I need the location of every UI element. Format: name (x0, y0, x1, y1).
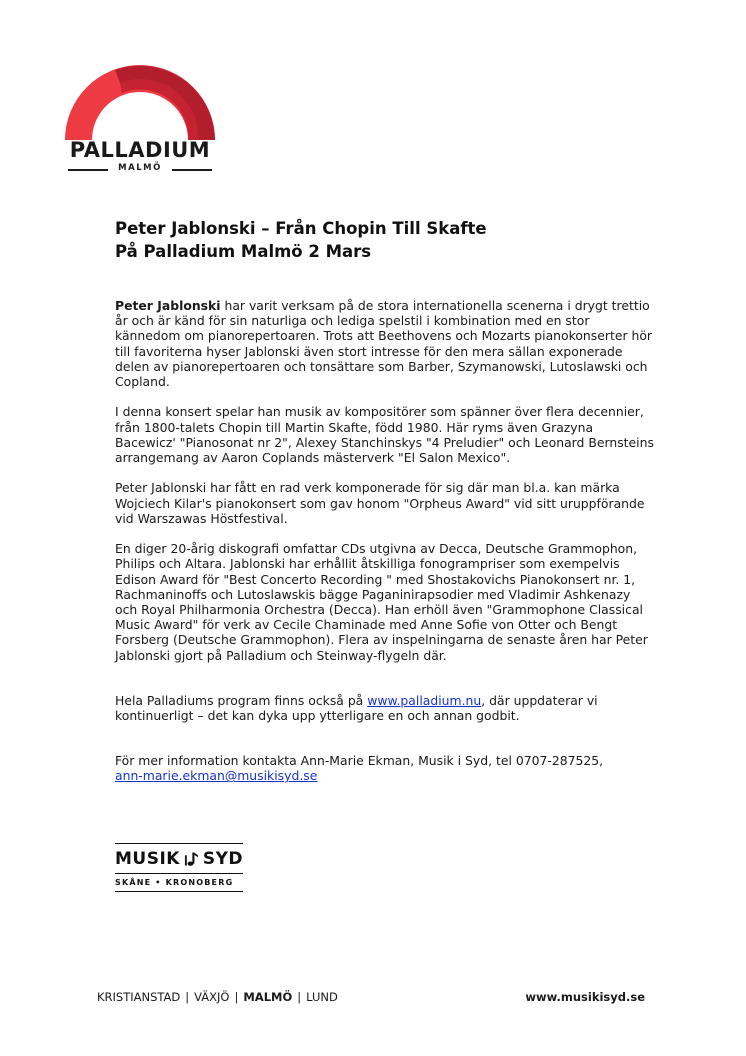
wordmark-musik: MUSIK (115, 849, 180, 869)
title-line-2: På Palladium Malmö 2 Mars (115, 242, 372, 261)
musik-i-syd-logo (115, 843, 243, 892)
city-kristianstad: KRISTIANSTAD (97, 990, 181, 1004)
divider (115, 873, 243, 874)
separator: | (185, 990, 190, 1004)
paragraph-5-text-end: , där uppdaterar vi kontinuerligt – det kan dyka upp ytterligare en och annan godbit. (115, 692, 598, 724)
paragraph-3: Peter Jablonski har fått en rad verk komponerade för sig där man bl.a. kan märka Wojciech Kilar's pianokonsert som gav honom "Orpheus Award" vid sitt uruppförande vid Warszawas Höstfestival. (115, 480, 645, 526)
divider (115, 891, 243, 892)
page-footer (97, 990, 645, 1004)
divider (115, 843, 243, 844)
music-note-icon (184, 851, 199, 867)
paragraph-5 (115, 693, 655, 723)
wordmark-syd: SYD (202, 849, 243, 869)
paragraph-4: En diger 20-årig diskografi omfattar CDs utgivna av Decca, Deutsche Grammophon, Philips och Altara. Jablonski har erhållit åtskilliga fonogrampriser som exempelvis Edison Award för "Best Concerto Recording " med Shostakovichs Pianokonsert nr. 1, Rachmaninoffs och Lutoslawskis bägge Paganinirapsodier med Vladimir Ashkenazy och Royal Philharmonia Orchestra (Decca). Han erhöll även "Grammophone Classical Music Award" för verk av Cecile Chaminade med Anne Sofie von Otter och Bengt Forsberg (Deutsche Grammophon). Flera av inspelningarna de senaste åren har Peter Jablonski gjort på Palladium och Steinway-flygeln där. (115, 541, 648, 663)
musik-i-syd-wordmark (115, 849, 243, 869)
brand-name: PALLADIUM (69, 138, 211, 162)
city-vaxjo: VÄXJÖ (194, 990, 230, 1004)
city-lund: LUND (306, 990, 338, 1004)
footer-cities (97, 990, 338, 1004)
musik-i-syd-subtitle: SKÅNE • KRONOBERG (115, 878, 234, 887)
separator: | (234, 990, 239, 1004)
contact-text: För mer information kontakta Ann-Marie Ekman, Musik i Syd, tel 0707-287525, (115, 753, 604, 769)
paragraph-2: I denna konsert spelar han musik av kompositörer som spänner över flera decennier, från 1800-talets Chopin till Martin Skafte, född 1980. Här ryms även Grazyna Bacewicz' "Pianosonat nr 2", Alexey Stanchinskys "4 Preludier" och Leonard Bernsteins arrangemang av Aaron Coplands mästerverk "El Salon Mexico". (115, 404, 654, 466)
divider (172, 169, 212, 171)
press-release-body (115, 298, 655, 799)
footer-website[interactable]: www.musikisyd.se (525, 990, 645, 1004)
paragraph-6 (115, 753, 655, 783)
title-line-1: Peter Jablonski – Från Chopin Till Skafte (115, 219, 487, 238)
page-title (115, 217, 487, 263)
logo-arc-inner (115, 66, 215, 140)
city-malmo: MALMÖ (243, 990, 293, 1004)
paragraph-1 (115, 298, 655, 389)
brand-city-row (60, 163, 220, 175)
brand-city: MALMÖ (118, 163, 162, 173)
lead-name: Peter Jablonski (115, 298, 221, 313)
paragraph-5-text: Hela Palladiums program finns också på (115, 692, 368, 708)
paragraph-1-text: har varit verksam på de stora internationella scenerna i drygt trettio år och är känd för sin naturliga och lediga spelstil i kombination med en stor kännedom om pianorepertoaren. Trots att Beethovens och Mozarts pianokonserter hör till favoriterna hyser Jablonski även stort intresse för den mera sällan exponerade delen av pianorepertoaren och tonsättare som Barber, Szymanowski, Lutoslawski och Copland. (115, 298, 652, 390)
contact-email-link[interactable]: ann-marie.ekman@musikisyd.se (115, 768, 318, 784)
separator: | (297, 990, 302, 1004)
palladium-website-link[interactable]: www.palladium.nu (367, 692, 482, 708)
